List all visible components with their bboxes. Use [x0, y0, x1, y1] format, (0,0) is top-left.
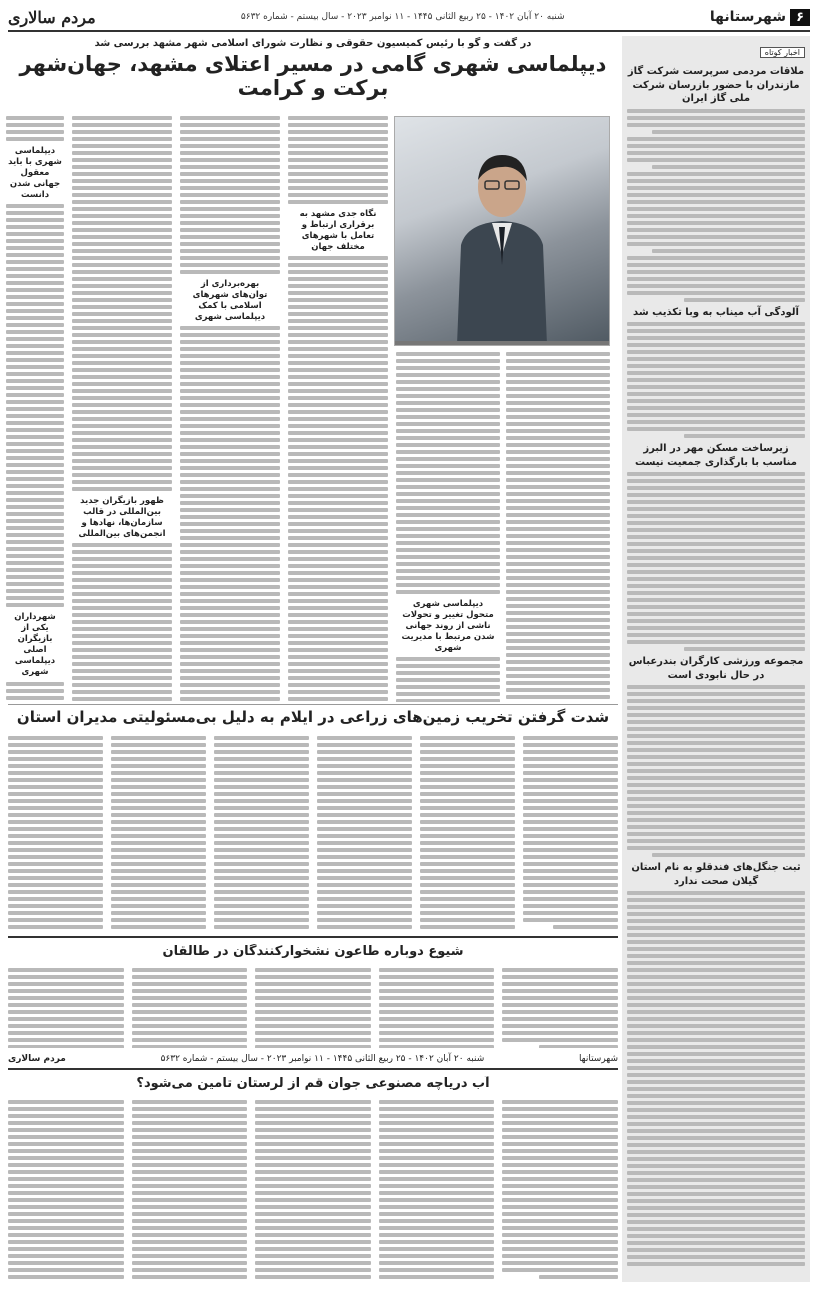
article-column: [396, 352, 500, 702]
main-content: [8, 36, 618, 704]
article-divider: [8, 704, 618, 705]
short-news-title: زیرساخت مسکن مهر در البرز مناسب با بارگذاری جمعیت نیست: [635, 443, 797, 468]
ilam-article-body: [8, 736, 618, 934]
short-news-title: ثبت جنگل‌های فندقلو به نام استان گیلان صحت ندارد: [631, 862, 801, 887]
article-column: [6, 116, 64, 702]
taleqan-article-headline: شیوع دوباره طاعون نشخوارکنندگان در طالقان: [162, 944, 464, 959]
footer-section-name: شهرستانها: [578, 1054, 618, 1064]
article-column: [288, 116, 388, 702]
main-article-body: [8, 104, 618, 704]
section-divider: [8, 936, 618, 938]
main-article-kicker: در گفت و گو با رئیس کمیسیون حقوقی و نظارت شورای اسلامی شهر مشهد بررسی شد: [94, 38, 532, 49]
short-news-title: مجموعه ورزشی کارگران بندرعباس در حال نابودی است: [628, 656, 804, 681]
article-subhead: بهره‌برداری از توان‌های شهرهای اسلامی با کمک دیپلماسی شهری: [192, 279, 268, 323]
short-news-label: اخبار کوتاه: [760, 47, 805, 58]
person-illustration: [447, 145, 557, 345]
article-column: [180, 116, 280, 702]
article-column: [506, 352, 610, 702]
short-news-sidebar: [622, 36, 810, 1282]
article-subhead: دیپلماسی شهری متحول تغییر و تحولات ناشی از روند جهانی شدن مرتبط با مدیریت شهری: [401, 599, 495, 654]
short-news-body: [627, 891, 805, 1266]
article-subhead: دیپلماسی شهری با باید معقول جهانی شدن دانست: [8, 146, 62, 201]
article-subhead: ظهور بازیگران جدید بین‌المللی در قالب سازمان‌ها، نهادها و انجمن‌های بین‌المللی: [78, 496, 166, 540]
qom-lake-article-headline: آب دریاچه مصنوعی جوان قم از لرستان تامین می‌شود؟: [136, 1076, 490, 1091]
page-footer-strip: [8, 1052, 618, 1066]
newspaper-brand: مردم سالاری: [8, 7, 96, 27]
ilam-article-headline: شدت گرفتن تخریب زمین‌های زراعی در ایلام به دلیل بی‌مسئولیتی مدیران استان: [16, 708, 610, 726]
section-divider: [8, 1068, 618, 1070]
masthead: [8, 4, 810, 32]
short-news-body: [627, 685, 805, 857]
short-news-title: ملاقات مردمی سرپرست شرکت گاز مازندران با حضور بازرسان شرکت ملی گاز ایران: [627, 66, 805, 104]
short-news-body: [627, 322, 805, 438]
article-column: [72, 116, 172, 702]
taleqan-article: [8, 944, 618, 1048]
taleqan-article-body: [8, 968, 618, 1048]
photo-caption-strip: [395, 341, 609, 345]
section-badge: [710, 9, 810, 26]
qom-lake-article: [8, 1076, 618, 1282]
section-number: ۶: [790, 9, 810, 26]
footer-dateline: شنبه ۲۰ آبان ۱۴۰۲ - ۲۵ ربیع الثانی ۱۴۴۵ - ۱۱ نوامبر ۲۰۲۳ - سال بیستم - شماره ۵۶۳۲: [160, 1054, 485, 1064]
main-article-headline: دیپلماسی شهری گامی در مسیر اعتلای مشهد، جهان‌شهر برکت و کرامت: [19, 52, 607, 100]
ilam-article: [8, 708, 618, 934]
article-subhead: نگاه جدی مشهد به برقراری ارتباط و تعامل با شهرهای مختلف جهان: [299, 209, 377, 253]
short-news-body: [627, 109, 805, 302]
dateline: شنبه ۲۰ آبان ۱۴۰۲ - ۲۵ ربیع الثانی ۱۴۴۵ - ۱۱ نوامبر ۲۰۲۳ - سال بیستم - شماره ۵۶۳۲: [240, 12, 565, 22]
short-news-title: آلودگی آب میناب به وبا تکذیب شد: [633, 306, 799, 318]
short-news-body: [627, 472, 805, 651]
section-name: شهرستانها: [709, 9, 787, 25]
qom-lake-article-body: [8, 1100, 618, 1282]
interviewee-photo: [394, 116, 610, 346]
article-subhead: شهرداران یکی از بازیگران اصلی دیپلماسی شهری: [14, 612, 56, 678]
footer-brand: مردم سالاری: [8, 1054, 66, 1064]
